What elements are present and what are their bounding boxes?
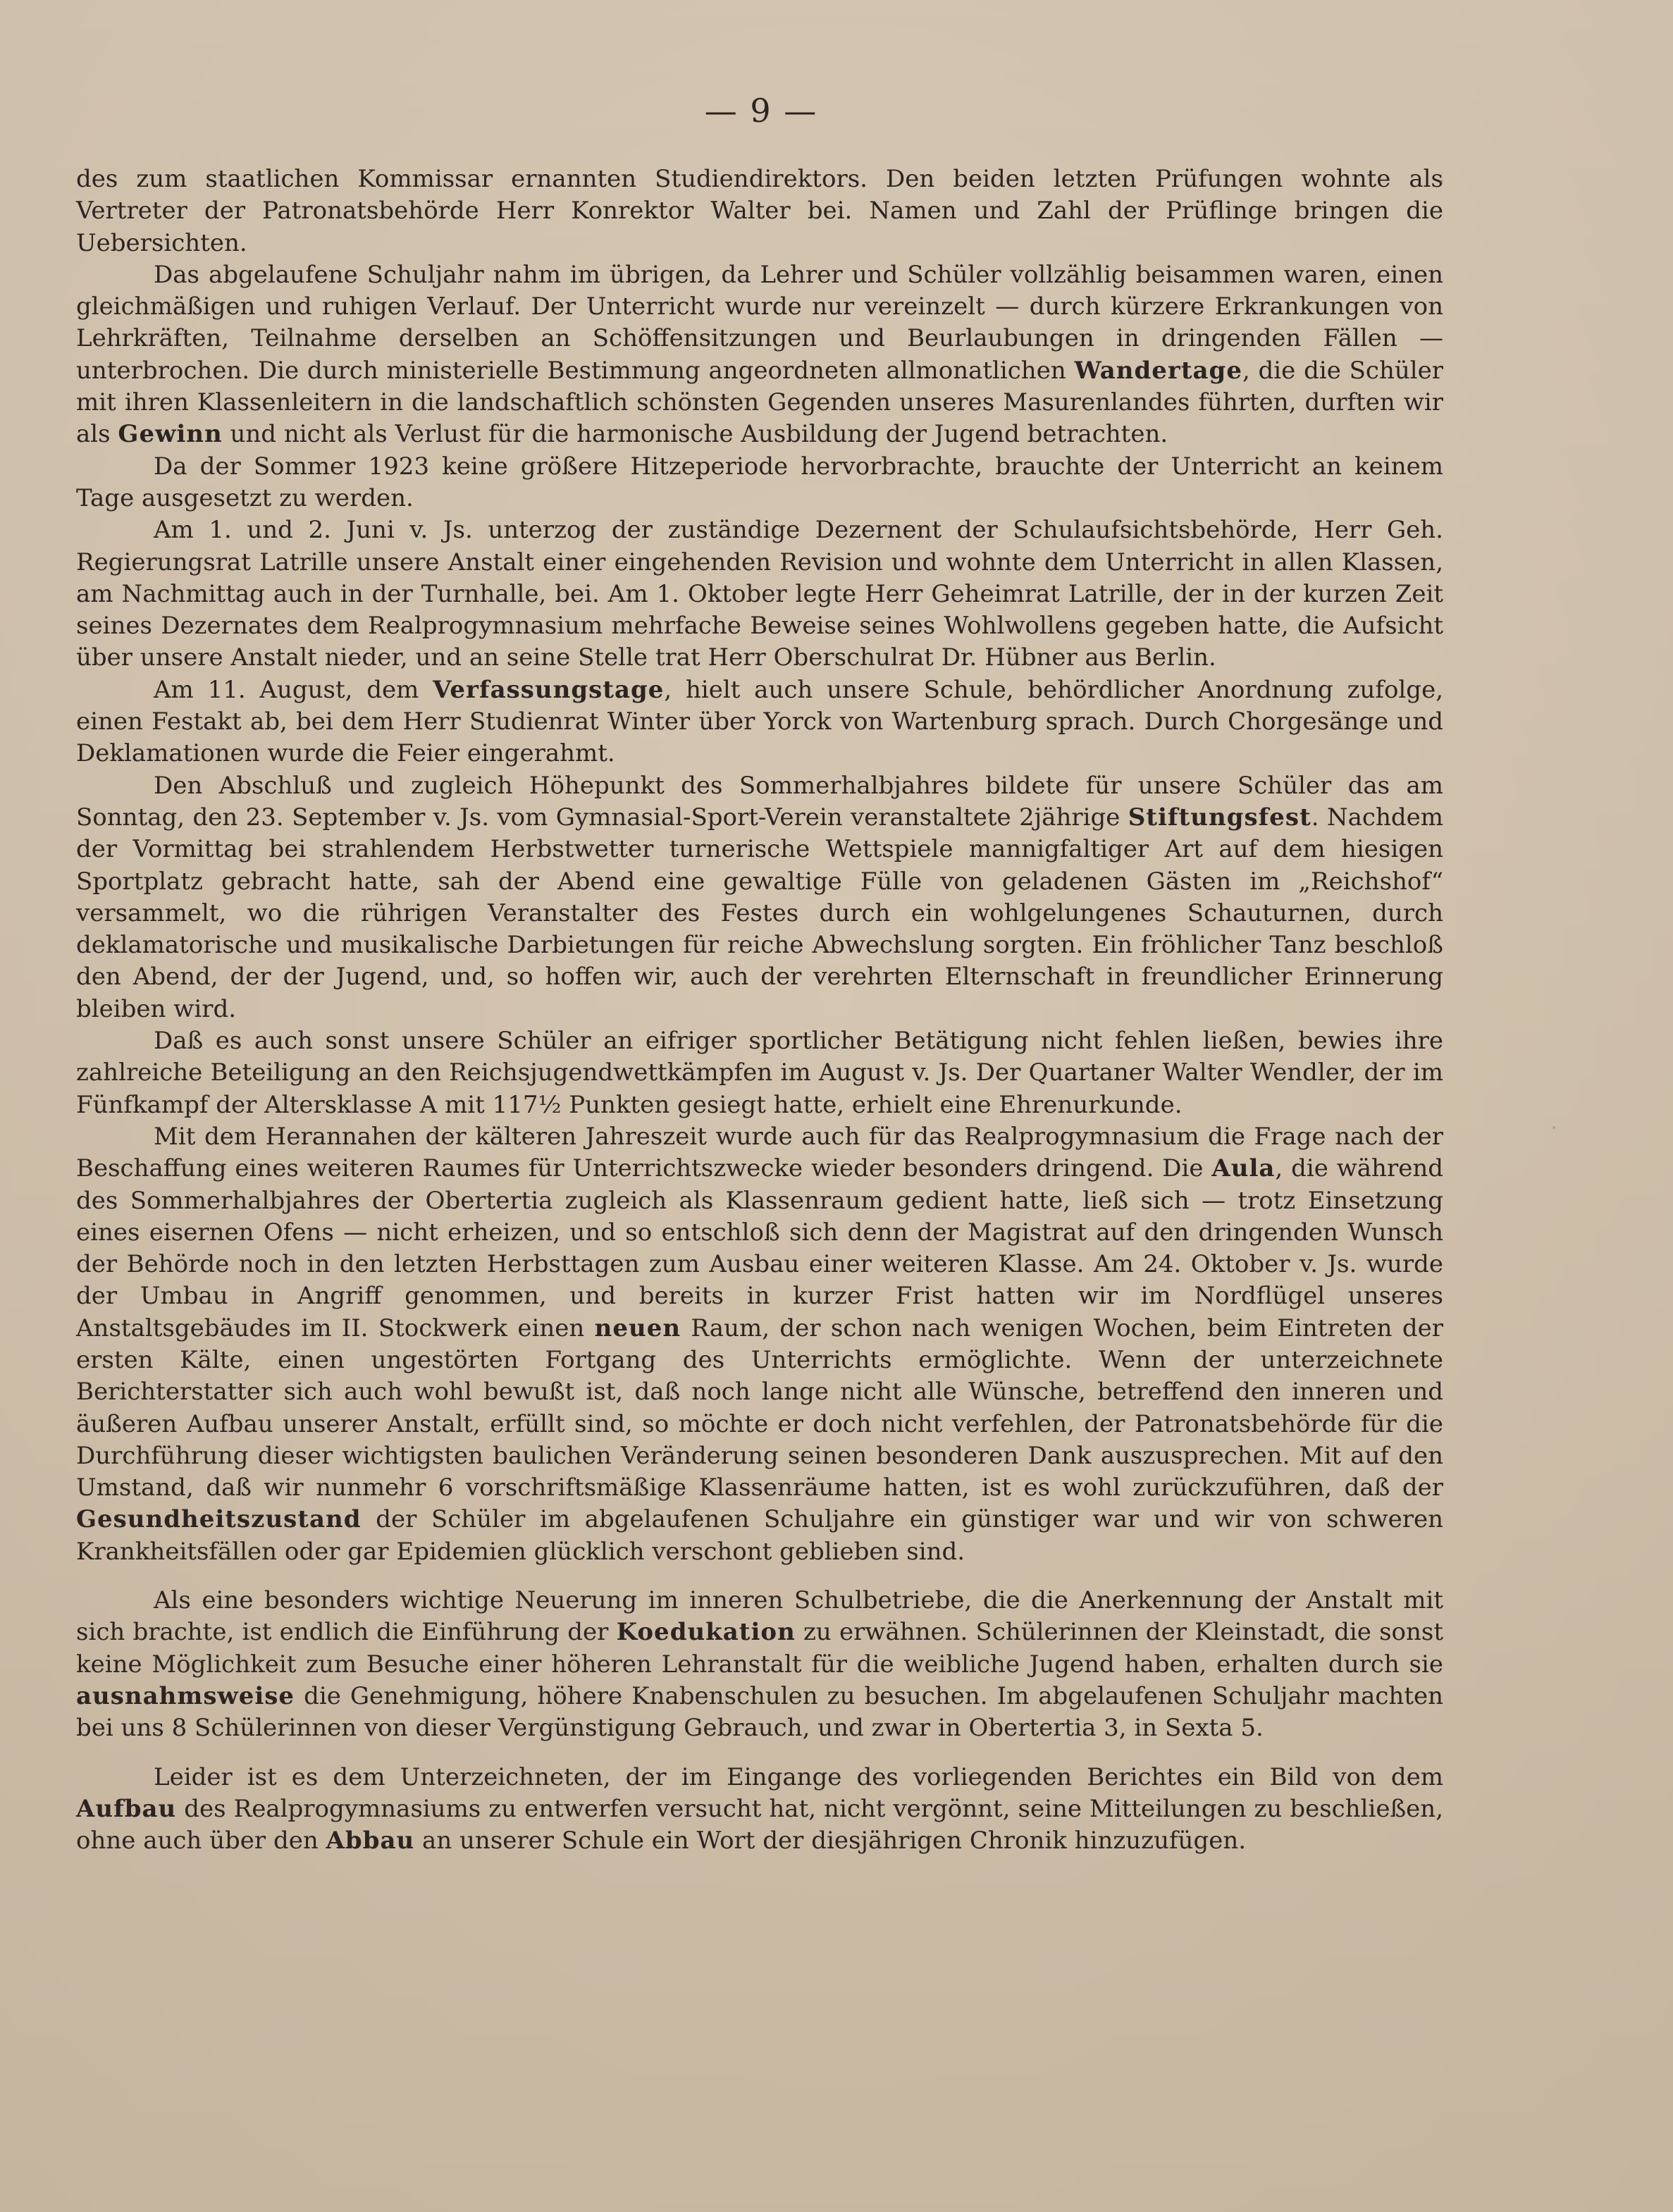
paragraph-text: Raum, der schon nach wenigen Wochen, beim Eintreten der ersten Kälte, einen ungestörten Fortgang des Unterrichts ermöglichte. Wenn der unterzeichnete Berichterstatter sich auch wohl bewußt ist, daß noch lange nicht alle Wünsche, betreffend den inneren und äußeren Aufbau unserer Anstalt, erfüllt sind, so möchte er doch nicht verfehlen, der Patronatsbehörde für die Durchführung dieser wichtigsten baulichen Veränderung seinen besonderen Dank auszusprechen. Mit auf den Umstand, daß wir nunmehr 6 vorschriftsmäßige Klassenräume hatten, ist es wohl zurückzuführen, daß der xyxy=(76,1314,1444,1502)
emphasized-term: Abbau xyxy=(326,1827,415,1855)
paper-speck xyxy=(1440,180,1443,183)
paragraph-text: des Realprogymnasiums zu entwerfen versucht hat, nicht vergönnt, seine Mitteilungen zu beschließen, ohne auch über den xyxy=(76,1794,1443,1855)
paragraph-text: und nicht als Verlust für die harmonische Ausbildung der Jugend betrachten. xyxy=(222,420,1168,449)
emphasized-term: Gewinn xyxy=(118,420,223,449)
paragraph-text: Mit dem Herannahen der kälteren Jahreszeit wurde auch für das Realprogymnasium die Frage nach der Beschaffung eines weiteren Raumes für Unterrichtszwecke wieder besonders dringend. Die xyxy=(76,1122,1443,1183)
emphasized-term: Stiftungsfest xyxy=(1128,803,1311,832)
paragraph xyxy=(76,451,1443,515)
paragraph xyxy=(76,163,1443,259)
paragraph-text: Als eine besonders wichtige Neuerung im inneren Schulbetriebe, die die Anerkennung der Anstalt mit sich brachte, ist endlich die Einführung der xyxy=(76,1586,1443,1647)
document-body xyxy=(76,163,1443,1857)
emphasized-term: Gesundheitszustand xyxy=(76,1505,362,1534)
paragraph xyxy=(76,514,1443,674)
emphasized-term: Koedukation xyxy=(616,1618,796,1647)
page-number: — 9 — xyxy=(704,92,818,130)
paragraph xyxy=(76,1585,1443,1744)
paragraph-text: des zum staatlichen Kommissar ernannten Studiendirektors. Den beiden letzten Prüfungen wohnte als Vertreter der Patronatsbehörde Herr Konrektor Walter bei. Namen und Zahl der Prüflinge bringen die Uebersichten. xyxy=(76,165,1443,257)
paragraph-text: , die während des Sommerhalbjahres der Obertertia zugleich als Klassenraum gedient hatte, ließ sich — trotz Einsetzung eines eisernen Ofens — nicht erheizen, und so entschloß sich denn der Magistrat auf den dringenden Wunsch der Behörde noch in den letzten Herbsttagen zum Ausbau einer weiteren Klasse. Am 24. Oktober v. Js. wurde der Umbau in Angriff genommen, und bereits in kurzer Frist hatten wir im Nordflügel unseres Anstaltsgebäudes im II. Stockwerk einen xyxy=(76,1154,1443,1342)
paragraph xyxy=(76,770,1443,1025)
emphasized-term: Aula xyxy=(1211,1154,1276,1183)
paragraph xyxy=(76,1762,1443,1858)
emphasized-term: Verfassungstage xyxy=(433,675,665,704)
paragraph-text: , die die Schüler mit ihren Klassenleitern in die landschaftlich schönsten Gegenden unseres Masurenlandes führten, durften wir als xyxy=(76,356,1443,449)
paragraph-text: , hielt auch unsere Schule, behördlicher Anordnung zufolge, einen Festakt ab, bei dem Herr Studienrat Winter über Yorck von Wartenburg sprach. Durch Chorgesänge und Deklamationen wurde die Feier eingerahmt. xyxy=(76,675,1443,768)
emphasized-term: Wandertage xyxy=(1074,356,1242,385)
paragraph-text: Daß es auch sonst unsere Schüler an eifriger sportlicher Betätigung nicht fehlen ließen, bewies ihre zahlreiche Beteiligung an den Reichsjugendwettkämpfen im August v. Js. Der Quartaner Walter Wendler, der im Fünfkampf der Altersklasse A mit 117½ Punkten gesiegt hatte, erhielt eine Ehrenurkunde. xyxy=(76,1027,1443,1119)
paragraph-text: Das abgelaufene Schuljahr nahm im übrigen, da Lehrer und Schüler vollzählig beisammen waren, einen gleichmäßigen und ruhigen Verlauf. Der Unterricht wurde nur vereinzelt — durch kürzere Erkrankungen von Lehrkräften, Teilnahme derselben an Schöffensitzungen und Beurlaubungen in dringenden Fällen — unterbrochen. Die durch ministerielle Bestimmung angeordneten allmonatlichen xyxy=(76,260,1443,385)
paragraph-text: die Genehmigung, höhere Knabenschulen zu besuchen. Im abgelaufenen Schuljahr machten bei uns 8 Schülerinnen von dieser Vergünstigung Gebrauch, und zwar in Obertertia 3, in Sexta 5. xyxy=(76,1681,1443,1743)
emphasized-term: neuen xyxy=(594,1314,681,1342)
paper-speck xyxy=(1552,1126,1555,1129)
emphasized-term: Aufbau xyxy=(76,1794,177,1823)
emphasized-term: ausnahmsweise xyxy=(76,1681,295,1710)
paragraph-text: an unserer Schule ein Wort der diesjährigen Chronik hinzuzufügen. xyxy=(414,1827,1247,1855)
paragraph xyxy=(76,674,1443,770)
paragraph-text: . Nachdem der Vormittag bei strahlendem Herbstwetter turnerische Wettspiele mannigfaltiger Art auf dem hiesigen Sportplatz gebracht hatte, sah der Abend eine gewaltige Fülle von geladenen Gästen im „Reichshof“ versammelt, wo die rührigen Veranstalter des Festes durch ein wohlgelungenes Schauturnen, durch deklamatorische und musikalische Darbietungen für reiche Abwechslung sorgten. Ein fröhlicher Tanz beschloß den Abend, der der Jugend, und, so hoffen wir, auch der verehrten Elternschaft in freundlicher Erinnerung bleiben wird. xyxy=(76,803,1444,1023)
paragraph xyxy=(76,1025,1443,1121)
paragraph xyxy=(76,1121,1443,1568)
paragraph-text: zu erwähnen. Schülerinnen der Kleinstadt, die sonst keine Möglichkeit zum Besuche einer höheren Lehranstalt für die weibliche Jugend haben, erhalten durch sie xyxy=(76,1618,1443,1679)
paragraph-text: Am 11. August, dem xyxy=(154,675,433,704)
paragraph xyxy=(76,259,1443,451)
paragraph-text: Da der Sommer 1923 keine größere Hitzeperiode hervorbrachte, brauchte der Unterricht an keinem Tage ausgesetzt zu werden. xyxy=(76,452,1443,512)
paragraph-text: Am 1. und 2. Juni v. Js. unterzog der zuständige Dezernent der Schulaufsichtsbehörde, Herr Geh. Regierungsrat Latrille unsere Anstalt einer eingehenden Revision und wohnte dem Unterricht in allen Klassen, am Nachmittag auch in der Turnhalle, bei. Am 1. Oktober legte Herr Geheimrat Latrille, der in der kurzen Zeit seines Dezernates dem Realprogymnasium mehrfache Beweise seines Wohlwollens gegeben hatte, die Aufsicht über unsere Anstalt nieder, und an seine Stelle trat Herr Oberschulrat Dr. Hübner aus Berlin. xyxy=(76,516,1443,672)
paragraph-text: der Schüler im abgelaufenen Schuljahre ein günstiger war und wir von schweren Krankheitsfällen oder gar Epidemien glücklich verschont geblieben sind. xyxy=(76,1505,1443,1566)
paragraph-text: Den Abschluß und zugleich Höhepunkt des Sommerhalbjahres bildete für unsere Schüler das am Sonntag, den 23. September v. Js. vom Gymnasial-Sport-Verein veranstaltete 2jährige xyxy=(76,771,1443,832)
paragraph-text: Leider ist es dem Unterzeichneten, der im Eingange des vorliegenden Berichtes ein Bild von dem xyxy=(154,1762,1443,1791)
